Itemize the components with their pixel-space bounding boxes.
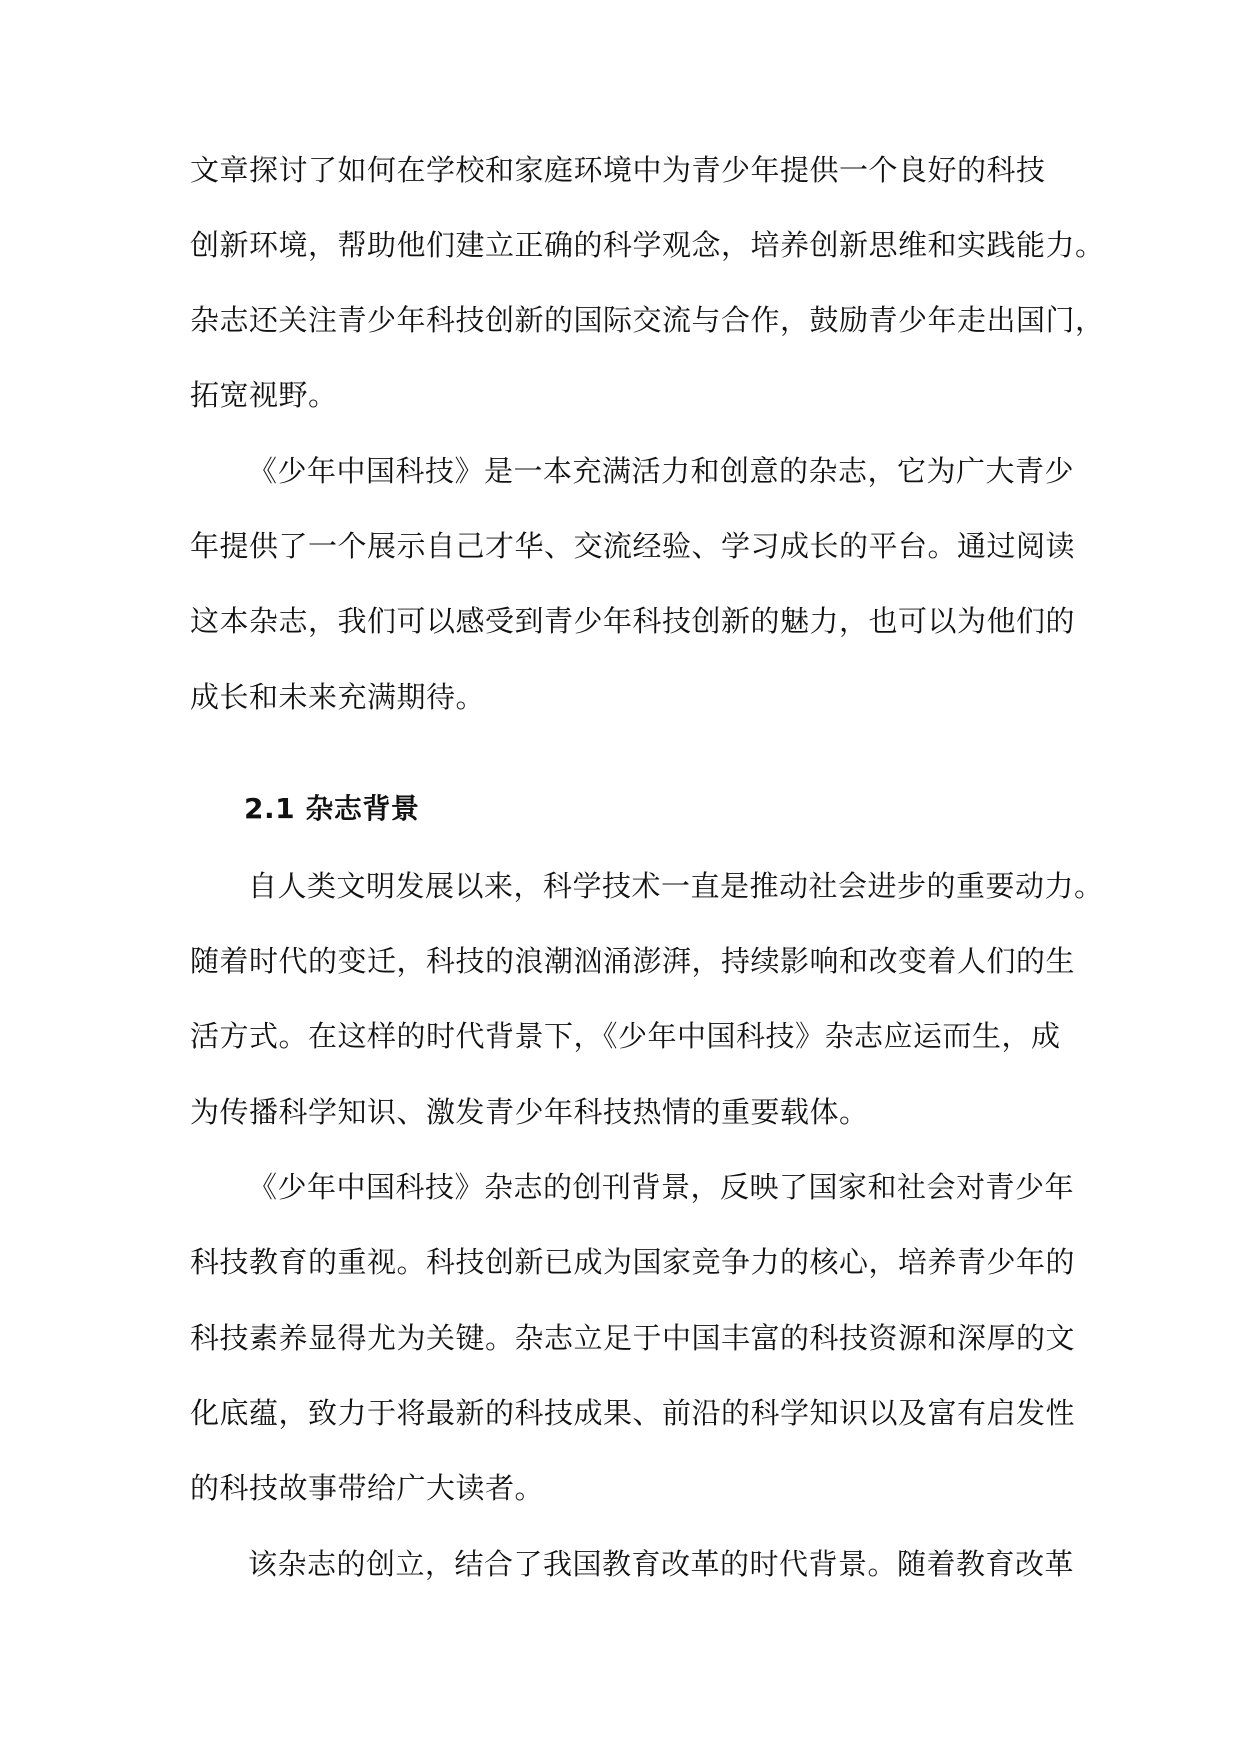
- paragraph-line: 这本杂志，我们可以感受到青少年科技创新的魅力，也可以为他们的: [190, 604, 1076, 638]
- paragraph-line: 的科技故事带给广大读者。: [190, 1471, 545, 1505]
- paragraph-line: 为传播科学知识、激发青少年科技热情的重要载体。: [190, 1095, 869, 1129]
- paragraph-line: 拓宽视野。: [190, 378, 338, 412]
- section-heading: 2.1 杂志背景: [244, 792, 420, 825]
- paragraph-line: 化底蕴，致力于将最新的科技成果、前沿的科学知识以及富有启发性: [190, 1396, 1076, 1430]
- paragraph-line: 成长和未来充满期待。: [190, 680, 486, 714]
- paragraph-line: 随着时代的变迁，科技的浪潮汹涌澎湃，持续影响和改变着人们的生: [190, 944, 1076, 978]
- paragraph-line: 创新环境，帮助他们建立正确的科学观念，培养创新思维和实践能力。: [190, 228, 1105, 262]
- paragraph-line: 《少年中国科技》杂志的创刊背景，反映了国家和社会对青少年: [248, 1170, 1075, 1204]
- paragraph-line: 科技素养显得尤为关键。杂志立足于中国丰富的科技资源和深厚的文: [190, 1321, 1076, 1355]
- paragraph-line: 活方式。在这样的时代背景下，《少年中国科技》杂志应运而生，成: [190, 1019, 1061, 1053]
- paragraph-line: 文章探讨了如何在学校和家庭环境中为青少年提供一个良好的科技: [190, 153, 1046, 187]
- paragraph-line: 科技教育的重视。科技创新已成为国家竞争力的核心，培养青少年的: [190, 1245, 1076, 1279]
- paragraph-line: 《少年中国科技》是一本充满活力和创意的杂志，它为广大青少: [248, 454, 1075, 488]
- paragraph-line: 年提供了一个展示自己才华、交流经验、学习成长的平台。通过阅读: [190, 529, 1076, 563]
- paragraph-line: 自人类文明发展以来，科学技术一直是推动社会进步的重要动力。: [248, 869, 1104, 903]
- paragraph-line: 该杂志的创立，结合了我国教育改革的时代背景。随着教育改革: [248, 1547, 1075, 1581]
- paragraph-line: 杂志还关注青少年科技创新的国际交流与合作，鼓励青少年走出国门，: [190, 303, 1105, 337]
